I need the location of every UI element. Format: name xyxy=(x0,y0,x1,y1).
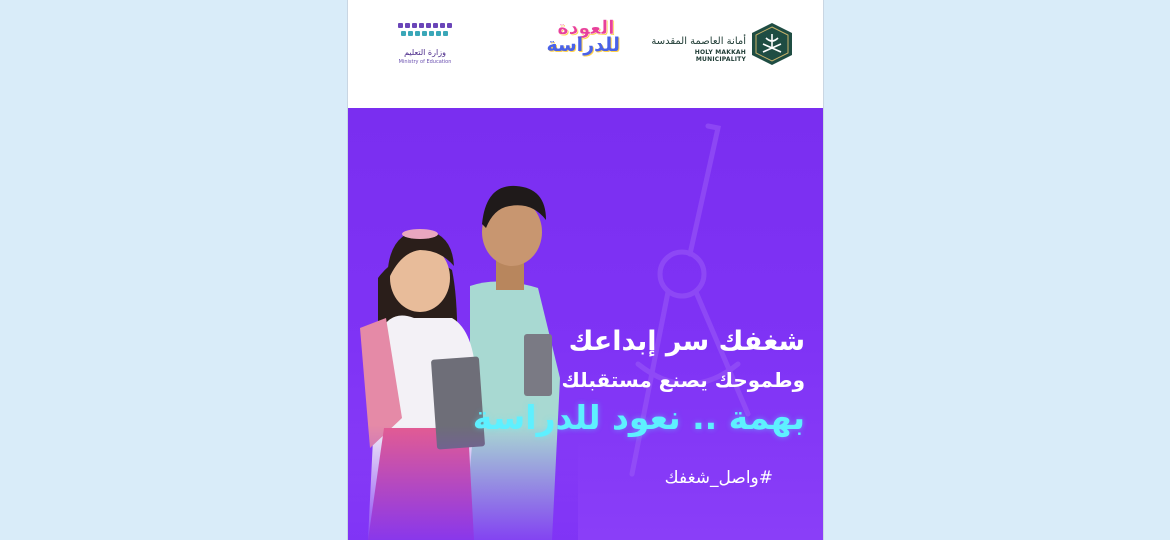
campaign-logo-line2: للدراسة xyxy=(546,34,620,57)
campaign-logo-line1: العودة xyxy=(557,17,615,39)
ministry-logo xyxy=(392,20,458,70)
municipality-logo xyxy=(648,22,798,66)
municipality-name-en: HOLY MAKKAH MUNICIPALITY xyxy=(694,49,746,63)
headline-line3: بهمة .. نعود للدراسة xyxy=(472,398,805,437)
compass-icon xyxy=(598,114,758,514)
students-photo xyxy=(348,158,578,540)
headline-line2: وطموحك يصنع مستقبلك xyxy=(561,368,805,392)
campaign-logo xyxy=(546,17,620,70)
municipality-name-ar: أمانة العاصمة المقدسة xyxy=(651,36,746,47)
municipality-emblem-icon xyxy=(750,22,794,66)
ministry-logo-icon xyxy=(396,20,454,42)
poster-header xyxy=(348,0,823,108)
headline-line1: شغفك سر إبداعك xyxy=(568,326,805,357)
poster xyxy=(347,0,824,540)
ministry-name-en: Ministry of Education xyxy=(398,59,452,65)
hashtag: #واصل_شغفك xyxy=(664,468,773,488)
ministry-name-ar: وزارة التعليم xyxy=(404,48,446,57)
poster-main xyxy=(348,108,823,540)
